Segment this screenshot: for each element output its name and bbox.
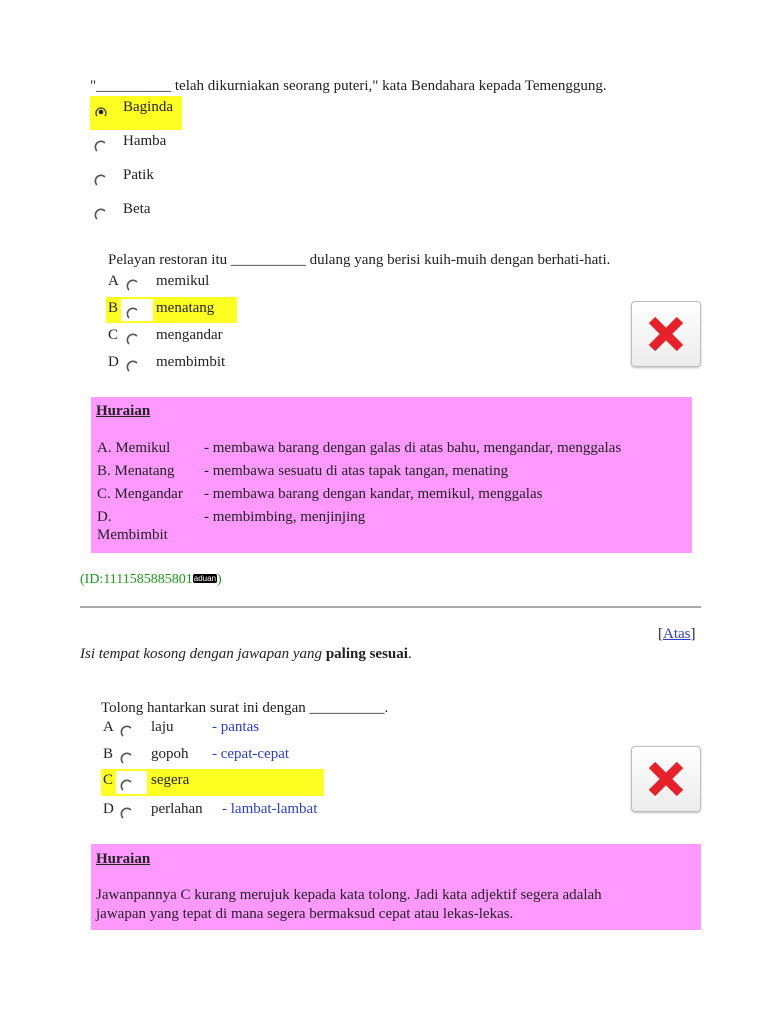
q1-option-label: Beta [123, 201, 151, 217]
q2-option-a[interactable] [108, 270, 210, 292]
option-meaning: - lambat-lambat [222, 801, 318, 817]
q2-option-b[interactable] [106, 297, 237, 323]
huraian-line: jawapan yang tepat di mana segera bermaksud cepat atau lekas-lekas. [96, 906, 514, 922]
option-letter: B [103, 746, 114, 762]
radio-button-icon[interactable] [126, 279, 138, 291]
huraian-title: Huraian [96, 403, 151, 419]
option-label: memikul [156, 273, 210, 289]
question-id-close: ) [217, 572, 222, 587]
radio-button-icon[interactable] [126, 307, 138, 319]
instruction-end: . [407, 646, 412, 662]
question-1-text: "__________ telah dikurniakan seorang puteri," kata Bendahara kepada Temenggung. [90, 78, 607, 94]
option-label: laju [151, 719, 174, 735]
q3-option-b[interactable] [103, 743, 290, 765]
q1-option-beta[interactable] [90, 198, 151, 220]
option-letter: B [108, 300, 119, 316]
radio-button-icon[interactable] [120, 725, 132, 737]
huraian-title: Huraian [96, 851, 151, 867]
option-letter: A [108, 273, 119, 289]
radio-button-icon[interactable] [120, 752, 132, 764]
option-label: segera [151, 772, 190, 788]
option-label: mengandar [156, 327, 223, 343]
red-x-icon [646, 314, 686, 354]
option-letter: D [108, 354, 119, 370]
q1-option-label: Patik [123, 167, 154, 183]
question-id-text: (ID:1111585885801 [80, 572, 193, 587]
option-label: menatang [156, 300, 215, 316]
atas-link-wrap [658, 626, 696, 643]
huraian-desc: - membawa sesuatu di atas tapak tangan, menating [204, 463, 509, 479]
question-id [80, 572, 222, 588]
radio-button-icon[interactable] [120, 807, 132, 819]
section-divider [80, 606, 701, 608]
radio-selected-icon[interactable] [94, 105, 106, 117]
q1-option-label: Baginda [123, 99, 173, 115]
radio-button-icon[interactable] [94, 140, 106, 152]
option-label: gopoh [151, 746, 189, 762]
wrong-answer-button[interactable] [631, 301, 701, 367]
huraian-box-q3 [91, 844, 701, 930]
option-letter: C [108, 327, 119, 343]
option-letter: C [103, 772, 114, 788]
q2-option-d[interactable] [108, 351, 226, 373]
radio-button-icon[interactable] [120, 779, 132, 791]
huraian-term: D. [97, 509, 112, 525]
red-x-icon [646, 759, 686, 799]
q2-option-c[interactable] [108, 324, 223, 346]
atas-link[interactable]: Atas [663, 626, 691, 642]
radio-button-icon[interactable] [94, 208, 106, 220]
q1-option-patik[interactable] [90, 164, 154, 186]
wrong-answer-button[interactable] [631, 746, 701, 812]
option-label: perlahan [151, 801, 203, 817]
radio-button-icon[interactable] [94, 174, 106, 186]
huraian-desc: - membimbing, menjinjing [204, 509, 366, 525]
option-label: membimbit [156, 354, 226, 370]
huraian-line: Jawanpannya C kurang merujuk kepada kata tolong. Jadi kata adjektif segera adalah [96, 887, 602, 903]
option-meaning: - pantas [212, 719, 260, 735]
radio-button-icon[interactable] [126, 333, 138, 345]
section-instruction [80, 646, 412, 663]
q1-option-label: Hamba [123, 133, 167, 149]
q3-option-a[interactable] [103, 716, 260, 738]
huraian-desc: - membawa barang dengan galas di atas bahu, mengandar, menggalas [204, 440, 622, 456]
q3-option-d[interactable] [103, 798, 318, 820]
bracket-close: ] [690, 626, 696, 642]
aduan-badge[interactable]: aduan [193, 574, 217, 583]
option-letter: A [103, 719, 114, 735]
instruction-italic: Isi tempat kosong dengan jawapan yang [80, 646, 326, 662]
q1-option-baginda[interactable] [90, 96, 182, 130]
huraian-box-q2 [91, 397, 692, 553]
huraian-term: B. Menatang [97, 463, 175, 479]
question-2-text: Pelayan restoran itu __________ dulang yang berisi kuih-muih dengan berhati-hati. [108, 252, 611, 268]
question-3-text: Tolong hantarkan surat ini dengan __________. [101, 700, 389, 716]
bracket-open: [ [658, 626, 663, 642]
q1-option-hamba[interactable] [90, 130, 167, 152]
huraian-term: A. Memikul [97, 440, 171, 456]
huraian-desc: - membawa barang dengan kandar, memikul, menggalas [204, 486, 543, 502]
q3-option-c[interactable] [101, 769, 324, 796]
option-meaning: - cepat-cepat [212, 746, 290, 762]
option-letter: D [103, 801, 114, 817]
instruction-bold: paling sesuai [325, 646, 408, 662]
radio-button-icon[interactable] [126, 360, 138, 372]
huraian-term-continued: Membimbit [97, 527, 168, 543]
huraian-term: C. Mengandar [97, 486, 183, 502]
